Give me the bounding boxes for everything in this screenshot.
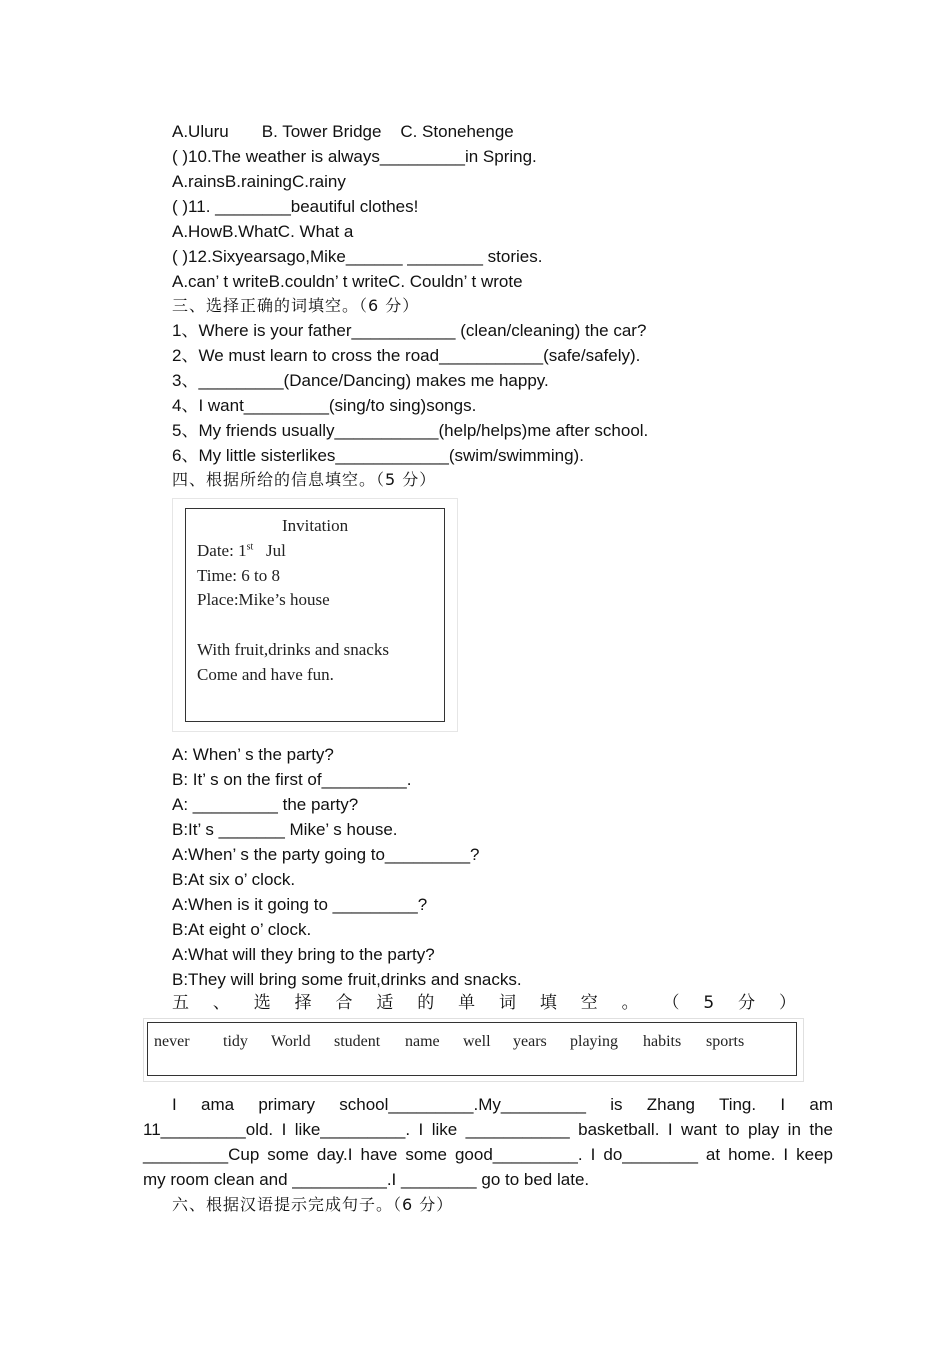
s3-item-6: 6、My little sisterlikes____________(swim/swimming). <box>172 446 584 465</box>
word-bank-item: name <box>405 1033 440 1050</box>
s3-item-3: 3、_________(Dance/Dancing) makes me happy. <box>172 371 549 390</box>
s3-item-5: 5、My friends usually___________(help/helps)me after school. <box>172 421 649 440</box>
word-bank-item: student <box>334 1033 381 1050</box>
invitation-bring: With fruit,drinks and snacks <box>197 640 389 659</box>
word-bank-item: habits <box>643 1033 682 1050</box>
invitation-time: Time: 6 to 8 <box>197 566 280 585</box>
word-bank-item: World <box>271 1033 311 1050</box>
question-11: ( )11. ________beautiful clothes! <box>172 197 419 216</box>
invitation-title: Invitation <box>282 516 349 535</box>
invitation-date-month: Jul <box>266 541 286 560</box>
invitation-date-sup: st <box>246 541 254 553</box>
dialogue-line-8: B:At eight o’ clock. <box>172 920 312 939</box>
dialogue-line-2: B: It’ s on the first of_________. <box>172 770 412 789</box>
passage-line-2: 11_________old. I like_________. I like ___________ basketball. I want to play in the <box>143 1120 833 1139</box>
dialogue-line-3: A: _________ the party? <box>172 795 359 814</box>
invitation-date <box>197 541 286 561</box>
question-12: ( )12.Sixyearsago,Mike______ ________ stories. <box>172 247 543 266</box>
word-bank-item: sports <box>706 1033 745 1050</box>
word-bank-item: never <box>154 1033 190 1050</box>
q12-options: A.can’ t writeB.couldn’ t writeC. Couldn’ t wrote <box>172 272 523 291</box>
dialogue-line-7: A:When is it going to _________? <box>172 895 428 914</box>
dialogue-line-9: A:What will they bring to the party? <box>172 945 435 964</box>
section-5-heading: 五 、 选 择 合 适 的 单 词 填 空 。 （ 5 分 ） <box>172 993 797 1013</box>
word-bank-item: years <box>513 1033 547 1050</box>
dialogue-line-5: A:When’ s the party going to_________? <box>172 845 480 864</box>
passage-line-4: my room clean and __________.I ________ go to bed late. <box>143 1170 590 1189</box>
section-4-heading: 四、根据所给的信息填空。（5 分） <box>172 470 437 489</box>
section-6-heading: 六、根据汉语提示完成句子。（6 分） <box>172 1195 454 1214</box>
word-bank-item: tidy <box>223 1033 248 1050</box>
q9-options: A.Uluru B. Tower Bridge C. Stonehenge <box>172 122 514 141</box>
s3-item-1: 1、Where is your father___________ (clean/cleaning) the car? <box>172 321 647 340</box>
word-bank-item: playing <box>570 1033 618 1050</box>
s3-item-2: 2、We must learn to cross the road___________(safe/safely). <box>172 346 641 365</box>
dialogue-line-4: B:It’ s _______ Mike’ s house. <box>172 820 398 839</box>
q10-options: A.rainsB.rainingC.rainy <box>172 172 346 191</box>
word-bank-item: well <box>463 1033 491 1050</box>
invitation-fun: Come and have fun. <box>197 665 334 684</box>
question-10: ( )10.The weather is always_________in Spring. <box>172 147 537 166</box>
section-3-heading: 三、选择正确的词填空。（6 分） <box>172 296 420 315</box>
invitation-place: Place:Mike’s house <box>197 590 330 609</box>
q11-options: A.HowB.WhatC. What a <box>172 222 354 241</box>
invitation-date-label: Date: 1 <box>197 541 247 560</box>
dialogue-line-10: B:They will bring some fruit,drinks and snacks. <box>172 970 522 989</box>
dialogue-line-6: B:At six o’ clock. <box>172 870 296 889</box>
s3-item-4: 4、I want_________(sing/to sing)songs. <box>172 396 477 415</box>
passage-line-1: I ama primary school_________.My_________ is Zhang Ting. I am <box>172 1095 833 1114</box>
passage-line-3: _________Cup some day.I have some good_________. I do________ at home. I keep <box>143 1145 833 1164</box>
dialogue-line-1: A: When’ s the party? <box>172 745 334 764</box>
